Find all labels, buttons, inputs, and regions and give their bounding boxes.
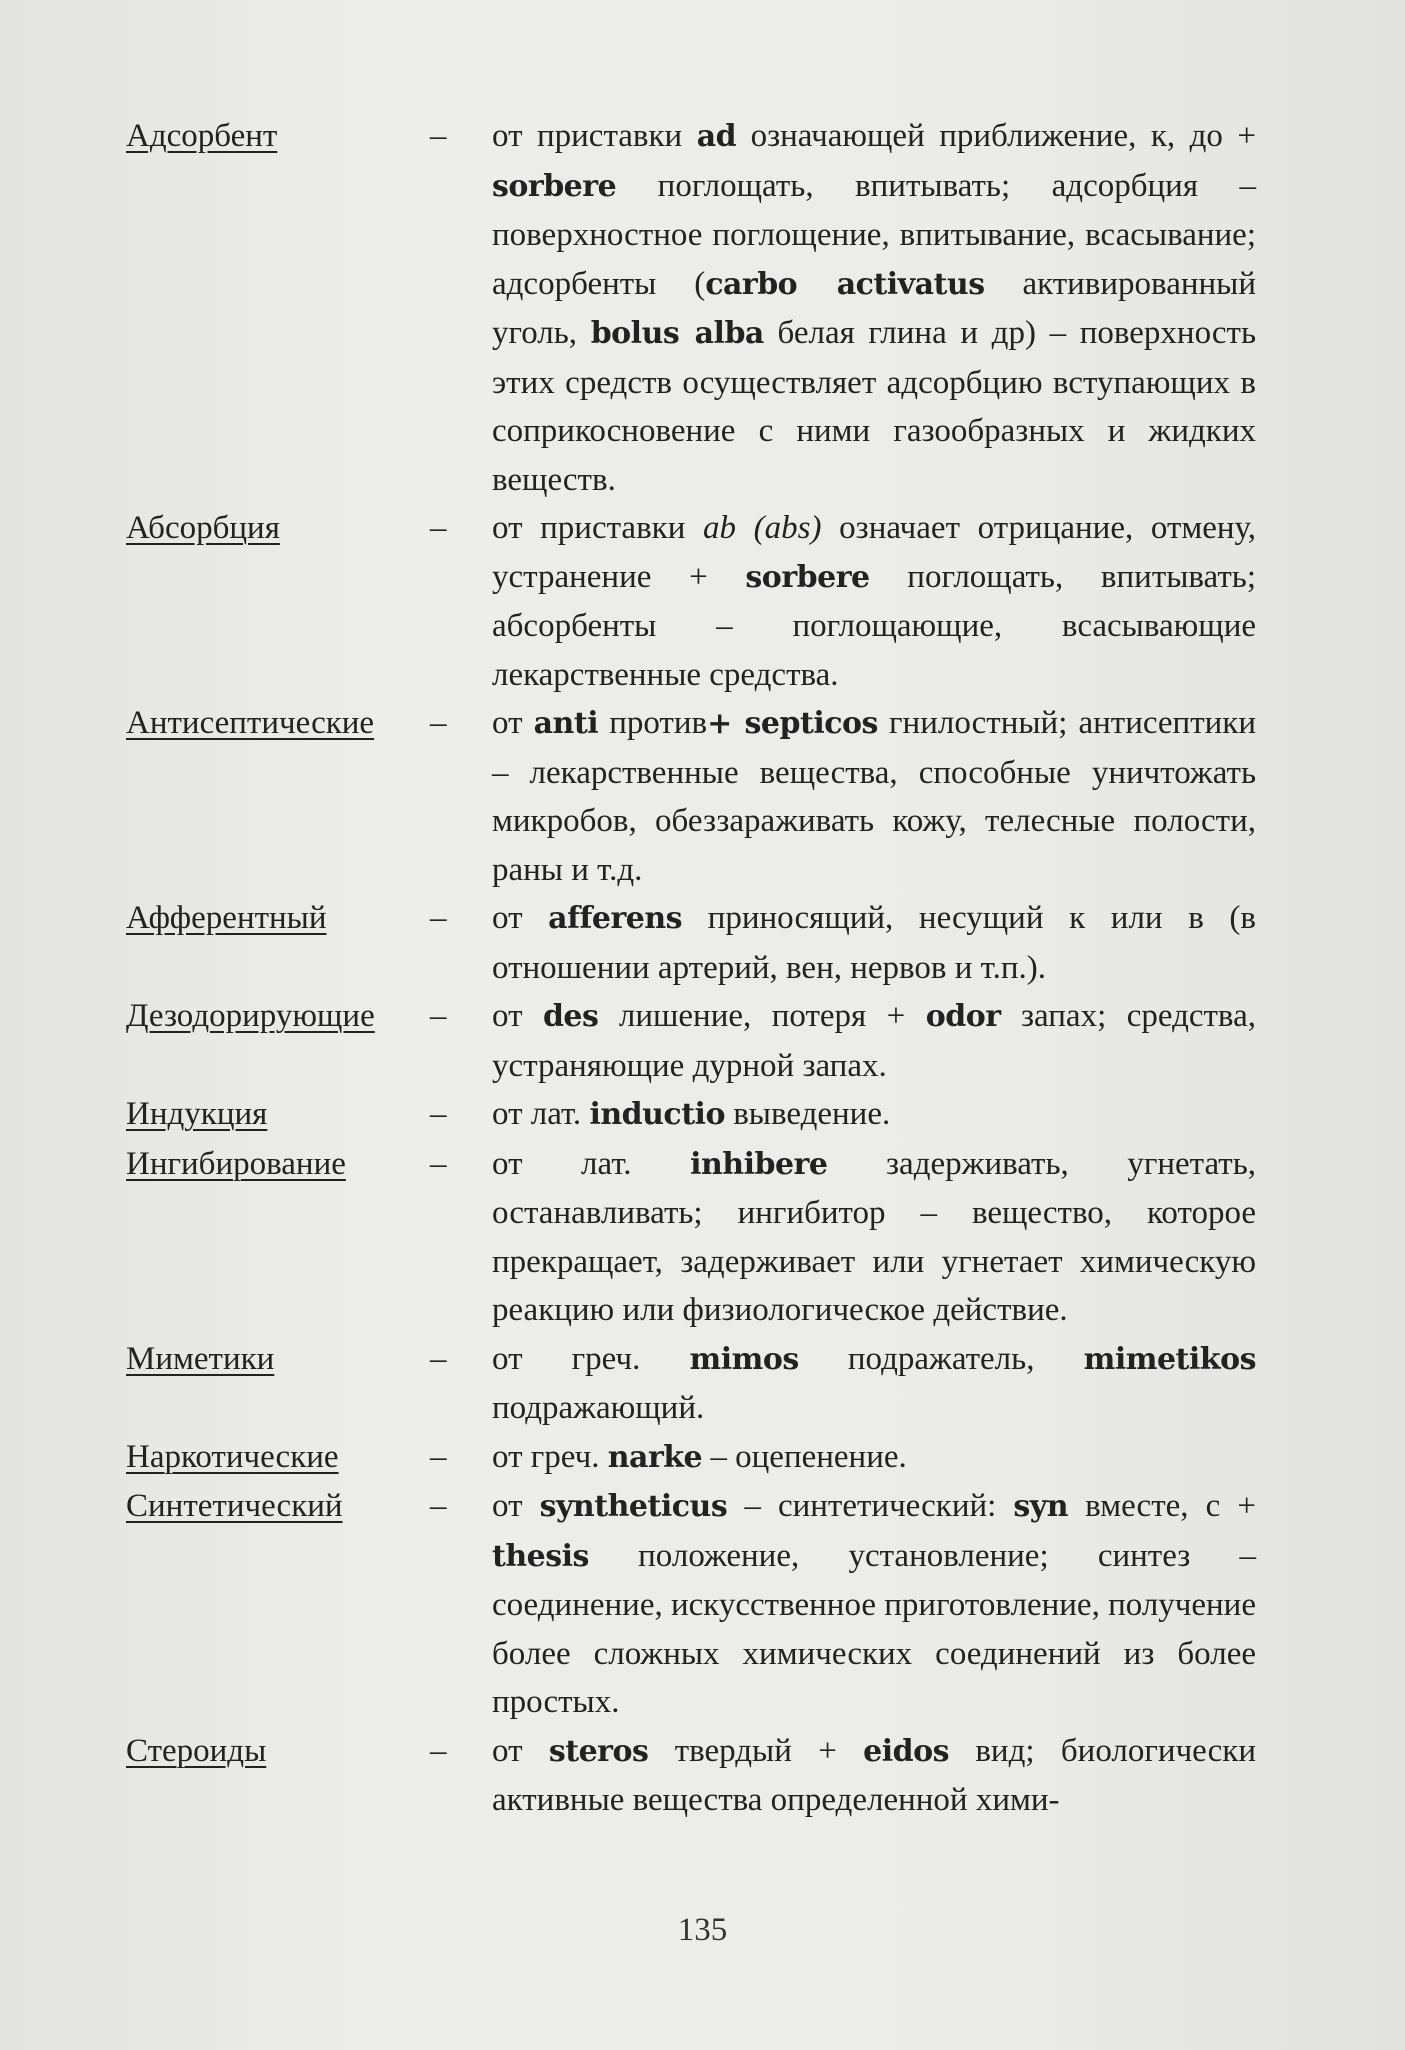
definition-text: от: [492, 998, 543, 1034]
glossary-term: Наркотические: [126, 1438, 339, 1475]
glossary-definition: [486, 1433, 1256, 1483]
latin-term: sorbere: [745, 559, 870, 595]
latin-term: mimos: [689, 1341, 799, 1377]
glossary-entry: [126, 699, 1256, 894]
latin-term: syn: [1013, 1489, 1069, 1524]
glossary-entry: [126, 1090, 1256, 1140]
glossary-term: Адсорбент: [126, 118, 278, 154]
glossary-definition: [486, 1335, 1256, 1433]
latin-term: sorbere: [492, 168, 617, 204]
latin-term: carbo activatus: [705, 266, 985, 302]
latin-term: + septicos: [707, 706, 878, 741]
glossary-term: Афферентный: [126, 900, 327, 936]
glossary-term: Антисептические: [126, 705, 375, 741]
glossary-entry: [126, 1727, 1256, 1825]
latin-term: inhibere: [690, 1146, 828, 1182]
definition-text: белая глина и др) – поверхность этих средств осуществляет адсорбцию вступающих в соприкосновение с ними газообразных и жидких веществ.: [492, 315, 1257, 498]
glossary-definition: [486, 112, 1256, 504]
latin-term: bolus alba: [590, 316, 764, 351]
latin-term: des: [542, 999, 599, 1034]
glossary-entry: [126, 1482, 1256, 1727]
definition-text: поглощать, впитывать; абсорбенты – поглощающие, всасывающие лекарственные средства.: [492, 558, 1256, 693]
latin-term: thesis: [492, 1538, 589, 1574]
definition-text: от приставки: [492, 118, 697, 154]
glossary-list: [126, 112, 1256, 1825]
term-dash: –: [430, 900, 447, 936]
latin-term: ad: [696, 119, 737, 154]
latin-term: narke: [607, 1439, 703, 1475]
glossary-entry: [126, 1335, 1256, 1433]
definition-text: задерживать, угнетать, останавливать; ингибитор – вещество, которое прекращает, задерживает или угнетает химическую реакцию или физиологическое действие.: [492, 1145, 1257, 1328]
latin-term: odor: [925, 999, 1001, 1034]
definition-text: приносящий, несущий к или в (в отношении артерий, вен, нервов и т.п.).: [492, 900, 1256, 986]
glossary-definition: [486, 1727, 1256, 1825]
definition-text: гнилостный; антисептики – лекарственные вещества, способные уничтожать микробов, обеззараживать кожу, телесные полости, раны и т.д.: [492, 705, 1256, 888]
glossary-definition: [486, 894, 1256, 992]
glossary-entry: [126, 894, 1256, 992]
glossary-definition: [486, 504, 1256, 699]
definition-text: вид; биологически активные вещества определенной хими-: [492, 1732, 1256, 1818]
definition-text: запах; средства, устраняющие дурной запах.: [492, 998, 1256, 1084]
definition-text: поглощать, впитывать; адсорбция – поверхностное поглощение, впитывание, всасывание; адсорбенты (: [492, 167, 1256, 302]
glossary-term: Миметики: [126, 1340, 275, 1377]
glossary-entry: [126, 112, 1256, 504]
definition-text: подражатель,: [798, 1340, 1084, 1377]
definition-text: твердый +: [648, 1732, 864, 1769]
glossary-term: Ингибирование: [126, 1145, 346, 1182]
definition-text: выведение.: [724, 1096, 891, 1132]
latin-term: mimetikos: [1083, 1341, 1256, 1377]
glossary-term: Абсорбция: [126, 510, 280, 546]
definition-text: от приставки: [492, 510, 704, 546]
definition-text: от: [492, 900, 549, 936]
definition-text: подражающий.: [492, 1390, 705, 1426]
glossary-term: Дезодорирующие: [126, 998, 375, 1034]
term-dash: –: [430, 998, 447, 1034]
term-dash: –: [430, 1438, 447, 1475]
definition-text: означает отрицание, отмену, устранение +: [492, 510, 1256, 595]
glossary-definition: [486, 1140, 1256, 1335]
definition-text: означающей приближение, к, до +: [736, 118, 1257, 154]
definition-text: от греч.: [492, 1340, 690, 1377]
definition-text: от: [492, 705, 534, 741]
definition-text: против: [598, 705, 708, 741]
term-dash: –: [430, 1145, 447, 1182]
definition-text: лишение, потеря +: [598, 998, 926, 1034]
definition-text: вместе, с +: [1068, 1488, 1256, 1524]
term-dash: –: [430, 705, 447, 741]
latin-term: eidos: [863, 1733, 950, 1769]
glossary-entry: [126, 992, 1256, 1090]
glossary-entry: [126, 1140, 1256, 1335]
glossary-term: Индукция: [126, 1096, 268, 1132]
definition-text: от греч.: [492, 1438, 608, 1475]
term-dash: –: [430, 1340, 447, 1377]
definition-text: активированный уголь,: [492, 265, 1256, 351]
latin-term: anti: [533, 706, 599, 741]
term-dash: –: [430, 510, 447, 546]
latin-term: syntheticus: [539, 1489, 728, 1524]
term-dash: –: [430, 1488, 447, 1524]
definition-text: от: [492, 1732, 549, 1769]
term-dash: –: [430, 1096, 447, 1132]
glossary-term: Стероиды: [126, 1732, 267, 1769]
glossary-definition: [486, 1090, 1256, 1140]
definition-text: от лат.: [492, 1145, 691, 1182]
term-dash: –: [430, 118, 447, 154]
latin-term: steros: [548, 1733, 649, 1769]
definition-text: – оцепенение.: [702, 1438, 907, 1475]
term-dash: –: [430, 1732, 447, 1769]
definition-text: от лат.: [492, 1096, 590, 1132]
glossary-entry: [126, 1433, 1256, 1483]
glossary-entry: [126, 504, 1256, 699]
glossary-definition: [486, 992, 1256, 1090]
latin-term: inductio: [589, 1097, 725, 1132]
latin-term: afferens: [548, 901, 683, 936]
page-number: 135: [677, 1912, 728, 1948]
definition-text: положение, установление; синтез – соединение, искусственное приготовление, получение более сложных химических соединений из более простых.: [492, 1537, 1256, 1720]
glossary-definition: [486, 699, 1256, 894]
latin-prefix: ab (abs): [703, 510, 822, 546]
glossary-definition: [486, 1482, 1256, 1727]
definition-text: от: [492, 1488, 540, 1524]
glossary-term: Синтетический: [126, 1488, 343, 1524]
definition-text: – синтетический:: [727, 1488, 1014, 1524]
